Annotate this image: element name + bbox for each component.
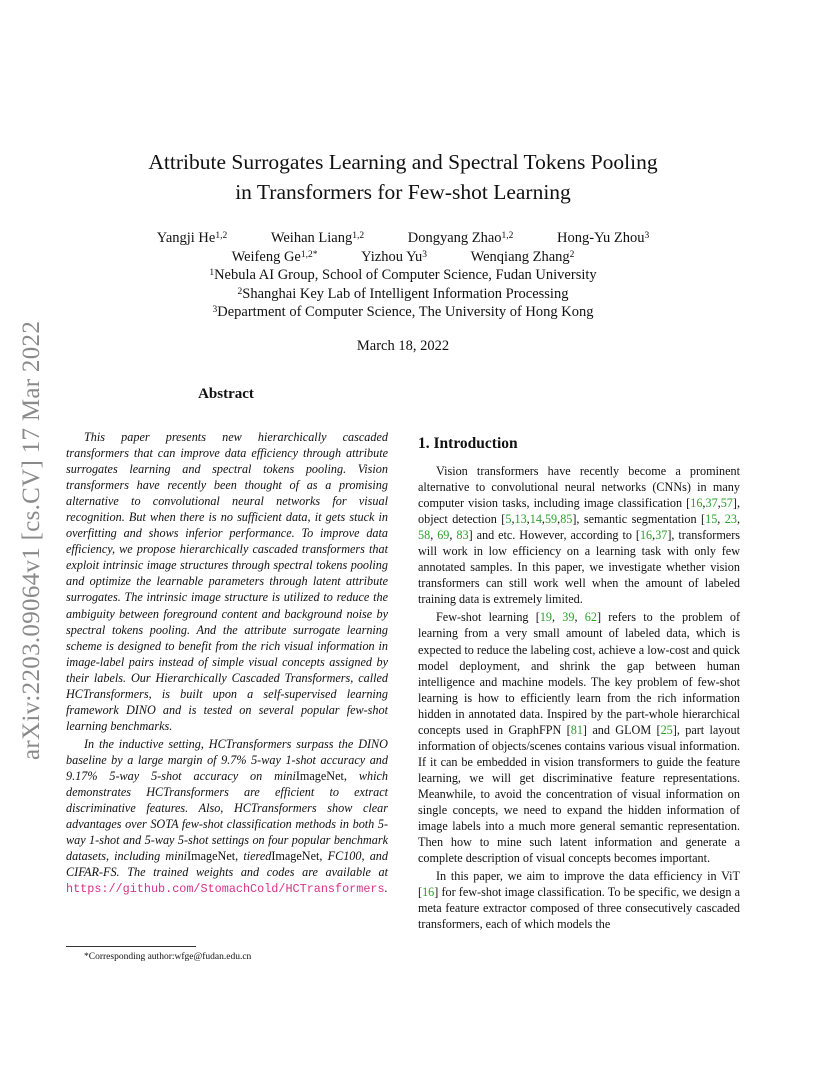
abstract-paragraph-2: In the inductive setting, HCTransformers surpass the DINO baseline by a large margin of 9.7% 5-way 1-shot accuracy and 9.17% 5-way 5-shot accuracy on miniImageNet, which demonstrates HCTransformers are efficient to extract discriminative features. Also, HCTransformers show clear advantages over SOTA few-shot classification methods in both 5-way 1-shot and 5-way 5-shot settings on four popular benchmark datasets, including miniImageNet, tieredImageNet, FC100, and CIFAR-FS. The trained weights and codes are available at https://github.com/StomachCold/HCTransformers. bbox=[66, 736, 388, 897]
abstract-paragraph-1: This paper presents new hierarchically cascaded transformers that can improve data efficiency through attribute surrogates learning and spectral tokens pooling. Vision transformers have recently been thought of as a promising alternative to convolutional neural networks for visual recognition. But when there is no sufficient data, it gets stuck in overfitting and shows inferior performance. To improve data efficiency, we propose hierarchically cascaded transformers that exploit intrinsic image structures through spectral tokens pooling and optimize the learnable parameters through latent attribute surrogates. The intrinsic image structure is utilized to reduce the ambiguity between foreground content and background noise by spectral tokens pooling. And the attribute surrogate learning scheme is designed to benefit from the rich visual information in image-label pairs instead of simple visual concepts assigned by their labels. Our Hierarchically Cascaded Transformers, called HCTransformers, is built upon a self-supervised learning framework DINO and is tested on several popular few-shot learning benchmarks. bbox=[66, 430, 388, 733]
citation-link[interactable]: 25 bbox=[660, 722, 673, 737]
intro-paragraph-1 bbox=[418, 463, 740, 607]
citation-link[interactable]: 16 bbox=[690, 496, 703, 511]
arxiv-identifier: arXiv:2203.09064v1 [cs.CV] 17 Mar 2022 bbox=[18, 320, 45, 760]
citation-link[interactable]: 81 bbox=[570, 722, 583, 737]
author: Yizhou Yu$^3$ bbox=[361, 248, 427, 265]
citation-link[interactable]: 16 bbox=[422, 885, 435, 900]
text-run: ] and etc. However, according to [ bbox=[468, 528, 640, 543]
citation-link[interactable]: 39 bbox=[562, 610, 575, 625]
author-block bbox=[90, 229, 716, 322]
paper-date: March 18, 2022 bbox=[356, 338, 450, 354]
text-run: Vision transformers have recently become a prominent alternative to convolutional neural networks (CNNs) in many computer vision tasks, including image classification [ bbox=[418, 464, 740, 511]
text-run: , bbox=[652, 528, 656, 543]
citation-link[interactable]: 37 bbox=[705, 496, 718, 511]
footnote: *Corresponding author:wfge@fudan.edu.cn bbox=[84, 952, 252, 962]
citation-link[interactable]: 15 bbox=[705, 512, 718, 527]
citation-link[interactable]: 83 bbox=[456, 528, 469, 543]
citation-link[interactable]: 5 bbox=[505, 512, 512, 527]
author: Dongyang Zhao$^{1,2}$ bbox=[407, 230, 514, 246]
text-run: , bbox=[511, 512, 515, 527]
text-run: , bbox=[449, 528, 457, 543]
text-run: ] for few-shot image classification. To be specific, we design a meta feature extractor composed of three consecutively cascaded transformers, each of which models the bbox=[418, 885, 740, 932]
citation-link[interactable]: 69 bbox=[437, 528, 450, 543]
code-repository-link[interactable]: https://github.com/StomachCold/HCTransformers bbox=[66, 882, 385, 897]
text-run: , bbox=[717, 512, 725, 527]
text-run: ], transformers will work in low efficiency on a learning task with only few annotated samples. In this paper, we investigate whether vision transformers can still work well when the amount of labeled training data is extremely limited. bbox=[418, 528, 741, 607]
affiliation: $^1$Nebula AI Group, School of Computer Science, Fudan University bbox=[209, 267, 597, 283]
introduction-body bbox=[418, 463, 740, 932]
title-line-1: Attribute Surrogates Learning and Spectral Tokens Pooling bbox=[148, 150, 658, 174]
text-run: , bbox=[702, 496, 706, 511]
intro-paragraph-2 bbox=[418, 609, 740, 866]
citation-link[interactable]: 14 bbox=[529, 512, 542, 527]
abstract bbox=[66, 429, 388, 897]
text-run: Few-shot learning [ bbox=[436, 610, 540, 625]
footnote-rule bbox=[66, 946, 196, 947]
text-run: ] and GLOM [ bbox=[582, 722, 661, 737]
intro-paragraph-3 bbox=[418, 868, 740, 932]
title-line-2: in Transformers for Few-shot Learning bbox=[235, 180, 571, 204]
author: Wenqiang Zhang$^2$ bbox=[470, 248, 575, 265]
text-run: ], object detection [ bbox=[418, 496, 740, 527]
citation-link[interactable]: 19 bbox=[539, 610, 552, 625]
paper-title bbox=[90, 147, 716, 207]
text-run: , bbox=[430, 528, 438, 543]
text-run: , bbox=[717, 496, 721, 511]
citation-link[interactable]: 37 bbox=[655, 528, 668, 543]
affiliation: $^3$Department of Computer Science, The University of Hong Kong bbox=[212, 304, 594, 320]
citation-link[interactable]: 23 bbox=[724, 512, 737, 527]
text-run: In this paper, we aim to improve the data efficiency in ViT [ bbox=[418, 869, 740, 900]
author: Hong-Yu Zhou$^3$ bbox=[557, 230, 650, 246]
author: Yangji He$^{1,2}$ bbox=[156, 230, 228, 246]
citation-link[interactable]: 62 bbox=[584, 610, 597, 625]
author: Weihan Liang$^{1,2}$ bbox=[270, 230, 365, 246]
abstract-heading: Abstract bbox=[198, 386, 254, 402]
citation-link[interactable]: 58 bbox=[418, 528, 431, 543]
text-run: , bbox=[526, 512, 530, 527]
citation-link[interactable]: 85 bbox=[560, 512, 573, 527]
citation-link[interactable]: 59 bbox=[544, 512, 558, 527]
citation-link[interactable]: 16 bbox=[639, 528, 653, 543]
affiliation: $^2$Shanghai Key Lab of Intelligent Information Processing bbox=[237, 285, 569, 302]
text-run: , bbox=[552, 610, 563, 625]
text-run: , bbox=[574, 610, 585, 625]
text-run: ] refers to the problem of learning from a very small amount of labeled data, which is expected to reduce the labeling cost, achieve a low-cost and quick model deployment, and shrink the gap between human intelligence and machine models. The key problem of few-shot learning is how to efficiently learn from the rich information hidden in annotated data. Inspired by the part-whole hierarchical concepts used in GraphFPN [ bbox=[418, 610, 741, 737]
text-run: ], semantic segmentation [ bbox=[572, 512, 706, 527]
authors-row-1 bbox=[90, 229, 716, 248]
text-run: , bbox=[736, 512, 740, 527]
author: Weifeng $Ge^{1,2*}$ bbox=[231, 248, 318, 265]
text-run: , bbox=[541, 512, 545, 527]
authors-row-2 bbox=[90, 248, 716, 267]
citation-link[interactable]: 13 bbox=[514, 512, 527, 527]
text-run: , bbox=[557, 512, 561, 527]
section-heading-introduction: 1. Introduction bbox=[418, 435, 518, 452]
text-run: ], part layout information of objects/scenes contains various visual information. If it can be embedded in vision transformers to guide the feature learning, we will get discriminative feature representations. Meanwhile, to avoid the concentration of visual information on single concepts, we need to expand the hidden information of image labels into a much more general semantic representation. Then how to mine such latent information and generate a complete description of visual concepts becomes important. bbox=[418, 722, 740, 866]
citation-link[interactable]: 57 bbox=[720, 496, 733, 511]
